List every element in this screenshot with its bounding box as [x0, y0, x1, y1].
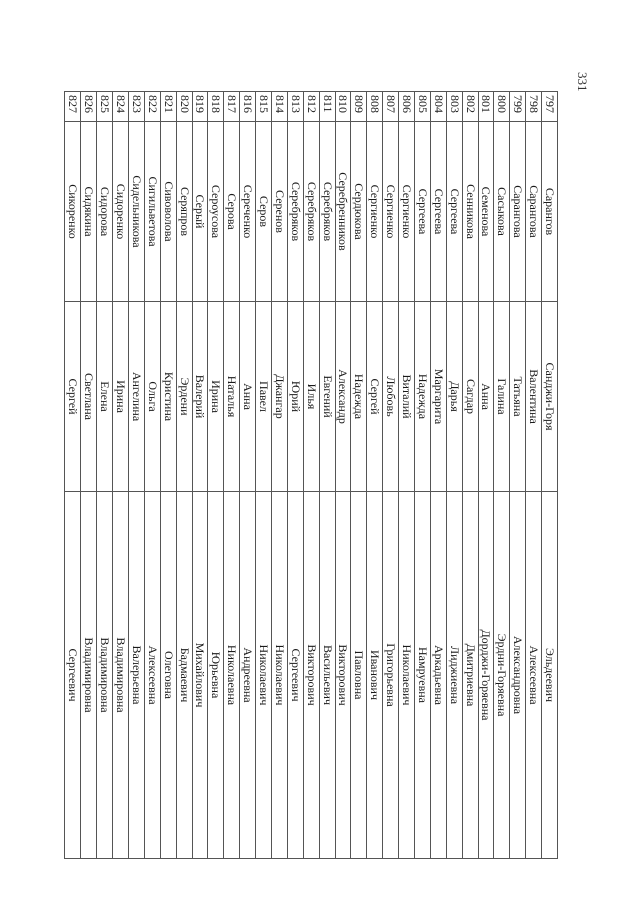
last-name-cell: Сергиенко — [383, 122, 399, 302]
patronymic-cell: Дмитриевна — [462, 492, 478, 859]
patronymic-cell: Викторович — [303, 492, 319, 859]
row-number: 821 — [160, 92, 176, 122]
last-name-cell: Серебряков — [303, 122, 319, 302]
row-number: 820 — [176, 92, 192, 122]
row-number: 823 — [128, 92, 144, 122]
last-name-cell: Серов — [256, 122, 272, 302]
table-row — [192, 92, 208, 859]
first-name-cell: Анна — [478, 302, 494, 492]
patronymic-cell: Николаевич — [256, 492, 272, 859]
last-name-cell: Серебренников — [335, 122, 351, 302]
table-row — [414, 92, 430, 859]
patronymic-cell: Эрдни-Горяевна — [494, 492, 510, 859]
last-name-cell: Сигильветова — [144, 122, 160, 302]
last-name-cell: Сероусова — [208, 122, 224, 302]
patronymic-cell: Дорджи-Горяевна — [478, 492, 494, 859]
row-number: 819 — [192, 92, 208, 122]
patronymic-cell: Андреевна — [240, 492, 256, 859]
last-name-cell: Серяпров — [176, 122, 192, 302]
last-name-cell: Сергиенко — [367, 122, 383, 302]
table-row — [526, 92, 542, 859]
patronymic-cell: Бадмаевич — [176, 492, 192, 859]
first-name-cell: Анна — [240, 302, 256, 492]
patronymic-cell: Владимировна — [81, 492, 97, 859]
last-name-cell: Сивоволова — [160, 122, 176, 302]
row-number: 812 — [303, 92, 319, 122]
patronymic-cell: Владимировна — [97, 492, 113, 859]
first-name-cell: Валентина — [526, 302, 542, 492]
row-number: 802 — [462, 92, 478, 122]
row-number: 816 — [240, 92, 256, 122]
patronymic-cell: Сергеевич — [287, 492, 303, 859]
patronymic-cell: Александровна — [510, 492, 526, 859]
row-number: 814 — [271, 92, 287, 122]
patronymic-cell: Иванович — [367, 492, 383, 859]
patronymic-cell: Викторович — [335, 492, 351, 859]
last-name-cell: Серова — [224, 122, 240, 302]
row-number: 803 — [446, 92, 462, 122]
row-number: 800 — [494, 92, 510, 122]
last-name-cell: Сидякина — [81, 122, 97, 302]
last-name-cell: Сарангова — [526, 122, 542, 302]
patronymic-cell: Михайлович — [192, 492, 208, 859]
patronymic-cell: Лиджиевна — [446, 492, 462, 859]
row-number: 815 — [256, 92, 272, 122]
first-name-cell: Виталий — [399, 302, 415, 492]
table-row — [271, 92, 287, 859]
row-number: 811 — [319, 92, 335, 122]
first-name-cell: Наталья — [224, 302, 240, 492]
last-name-cell: Серенов — [271, 122, 287, 302]
first-name-cell: Елена — [97, 302, 113, 492]
last-name-cell: Сереченко — [240, 122, 256, 302]
patronymic-cell: Алексеевна — [144, 492, 160, 859]
first-name-cell: Павел — [256, 302, 272, 492]
patronymic-cell: Николаевич — [271, 492, 287, 859]
row-number: 809 — [351, 92, 367, 122]
last-name-cell: Сидоренко — [113, 122, 129, 302]
first-name-cell: Илья — [303, 302, 319, 492]
table-row — [494, 92, 510, 859]
last-name-cell: Сидорова — [97, 122, 113, 302]
first-name-cell: Надежда — [351, 302, 367, 492]
first-name-cell: Галина — [494, 302, 510, 492]
patronymic-cell: Алексеевна — [526, 492, 542, 859]
table-row — [81, 92, 97, 859]
table-row — [510, 92, 526, 859]
first-name-cell: Евгений — [319, 302, 335, 492]
first-name-cell: Сергей — [367, 302, 383, 492]
last-name-cell: Сидельникова — [128, 122, 144, 302]
first-name-cell: Юрий — [287, 302, 303, 492]
row-number: 797 — [542, 92, 558, 122]
patronymic-cell: Николаевна — [224, 492, 240, 859]
first-name-cell: Санджи-Горя — [542, 302, 558, 492]
last-name-cell: Сергиенко — [399, 122, 415, 302]
table-row — [430, 92, 446, 859]
first-name-cell: Дарья — [446, 302, 462, 492]
table-row — [462, 92, 478, 859]
rotated-table-wrapper — [64, 91, 558, 859]
last-name-cell: Серебряков — [319, 122, 335, 302]
table-row — [446, 92, 462, 859]
first-name-cell: Джангар — [271, 302, 287, 492]
last-name-cell: Сергеева — [430, 122, 446, 302]
row-number: 817 — [224, 92, 240, 122]
table-row — [208, 92, 224, 859]
last-name-cell: Сергеева — [446, 122, 462, 302]
last-name-cell: Сарангов — [542, 122, 558, 302]
first-name-cell: Любовь — [383, 302, 399, 492]
last-name-cell: Сергеева — [414, 122, 430, 302]
patronymic-cell: Григорьевна — [383, 492, 399, 859]
row-number: 807 — [383, 92, 399, 122]
table-row — [478, 92, 494, 859]
first-name-cell: Надежда — [414, 302, 430, 492]
table-row — [256, 92, 272, 859]
row-number: 810 — [335, 92, 351, 122]
row-number: 824 — [113, 92, 129, 122]
table-row — [97, 92, 113, 859]
patronymic-cell: Павловна — [351, 492, 367, 859]
table-row — [399, 92, 415, 859]
patronymic-cell: Николаевич — [399, 492, 415, 859]
first-name-cell: Светлана — [81, 302, 97, 492]
register-table — [64, 91, 558, 859]
last-name-cell: Сарангова — [510, 122, 526, 302]
table-row — [160, 92, 176, 859]
row-number: 798 — [526, 92, 542, 122]
last-name-cell: Сенникова — [462, 122, 478, 302]
table-row — [303, 92, 319, 859]
register-table-body — [65, 92, 558, 859]
table-row — [319, 92, 335, 859]
patronymic-cell: Владимировна — [113, 492, 129, 859]
table-row — [176, 92, 192, 859]
first-name-cell: Ольга — [144, 302, 160, 492]
patronymic-cell: Юрьевна — [208, 492, 224, 859]
table-row — [144, 92, 160, 859]
patronymic-cell: Намруевна — [414, 492, 430, 859]
table-row — [367, 92, 383, 859]
table-row — [113, 92, 129, 859]
row-number: 826 — [81, 92, 97, 122]
last-name-cell: Серебряков — [287, 122, 303, 302]
row-number: 818 — [208, 92, 224, 122]
patronymic-cell: Эльдеевич — [542, 492, 558, 859]
patronymic-cell: Валерьевна — [128, 492, 144, 859]
patronymic-cell: Сергеевич — [65, 492, 81, 859]
row-number: 806 — [399, 92, 415, 122]
row-number: 825 — [97, 92, 113, 122]
row-number: 805 — [414, 92, 430, 122]
first-name-cell: Сагдар — [462, 302, 478, 492]
table-row — [240, 92, 256, 859]
table-row — [383, 92, 399, 859]
table-row — [287, 92, 303, 859]
first-name-cell: Валерий — [192, 302, 208, 492]
first-name-cell: Ирина — [208, 302, 224, 492]
row-number: 808 — [367, 92, 383, 122]
last-name-cell: Серый — [192, 122, 208, 302]
first-name-cell: Ирина — [113, 302, 129, 492]
patronymic-cell: Аркадьевна — [430, 492, 446, 859]
row-number: 804 — [430, 92, 446, 122]
last-name-cell: Сасыкова — [494, 122, 510, 302]
first-name-cell: Маргарита — [430, 302, 446, 492]
patronymic-cell: Васильевич — [319, 492, 335, 859]
first-name-cell: Александр — [335, 302, 351, 492]
first-name-cell: Эрдени — [176, 302, 192, 492]
row-number: 822 — [144, 92, 160, 122]
patronymic-cell: Олеговна — [160, 492, 176, 859]
row-number: 799 — [510, 92, 526, 122]
first-name-cell: Кристина — [160, 302, 176, 492]
table-row — [351, 92, 367, 859]
first-name-cell: Татьяна — [510, 302, 526, 492]
first-name-cell: Ангелина — [128, 302, 144, 492]
table-row — [65, 92, 81, 859]
table-row — [335, 92, 351, 859]
row-number: 813 — [287, 92, 303, 122]
table-row — [224, 92, 240, 859]
table-row — [542, 92, 558, 859]
last-name-cell: Сикоренко — [65, 122, 81, 302]
first-name-cell: Сергей — [65, 302, 81, 492]
row-number: 801 — [478, 92, 494, 122]
table-row — [128, 92, 144, 859]
row-number: 827 — [65, 92, 81, 122]
last-name-cell: Сердюкова — [351, 122, 367, 302]
page-number: 331 — [575, 72, 590, 92]
last-name-cell: Семенова — [478, 122, 494, 302]
